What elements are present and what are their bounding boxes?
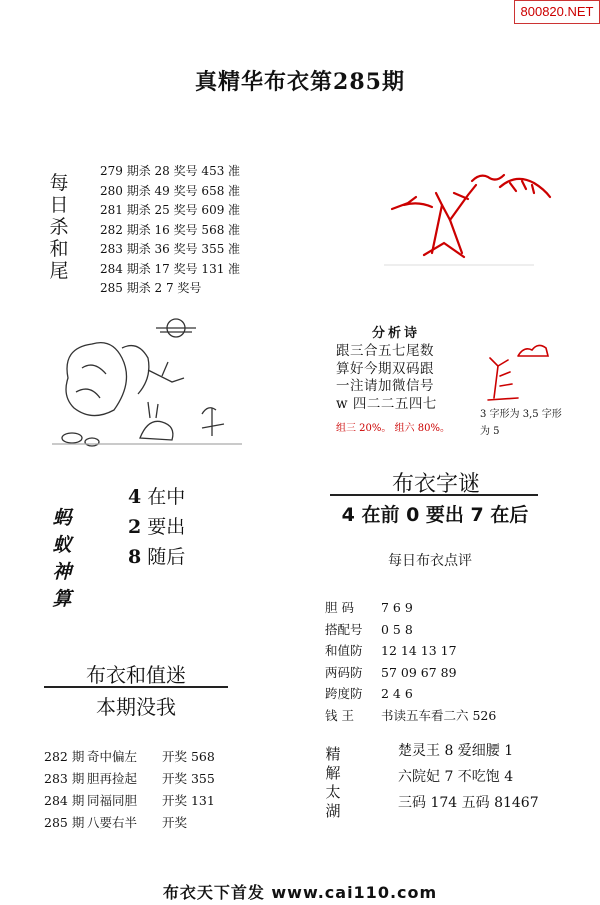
daily-kill-list <box>100 162 240 299</box>
review-label: 跨度防 <box>325 686 363 701</box>
review-label: 钱 王 <box>325 707 354 723</box>
heading-char: 日 <box>49 194 69 216</box>
kill-mark: 准 <box>227 203 240 217</box>
kill-text: 285 期杀 2 7 奖号 <box>100 281 202 295</box>
heading-char: 杀 <box>49 216 69 238</box>
heading-char: 每 <box>49 172 69 194</box>
poem-line: 算好今期双码跟 <box>336 360 434 377</box>
list-item <box>325 597 496 619</box>
kill-mark: 准 <box>227 164 240 178</box>
daily-kill-heading <box>48 172 70 282</box>
heading-char: 蚂 <box>52 507 72 529</box>
result: 开奖 131 <box>162 793 215 808</box>
heading-char: 解 <box>325 764 341 782</box>
hezhi-history <box>44 746 215 834</box>
list-item <box>100 201 240 221</box>
heading-char: 湖 <box>325 802 341 820</box>
list-item <box>128 482 185 512</box>
taihu-heading <box>322 745 344 821</box>
review-value: 57 09 67 89 <box>381 664 457 680</box>
list-item <box>325 662 496 684</box>
daily-review-title: 每日布衣点评 <box>388 553 472 569</box>
poem-line: w 四二二五四七 <box>336 395 437 412</box>
list-item <box>44 768 215 790</box>
ant-num: 8 <box>128 546 142 568</box>
review-label: 胆 码 <box>325 600 354 615</box>
result: 开奖 568 <box>162 749 215 764</box>
result: 开奖 <box>162 815 188 830</box>
list-item <box>128 512 185 542</box>
kill-text: 283 期杀 36 奖号 355 <box>100 242 225 256</box>
issue: 285 期 <box>44 815 85 830</box>
ant-text: 在中 <box>147 486 186 508</box>
shape-note: 3 字形为 3,5 字形为 5 <box>480 409 562 437</box>
page-title: 真精华布衣第285期 <box>195 69 405 95</box>
heading-char: 精 <box>325 745 341 763</box>
ant-text: 随后 <box>147 546 186 568</box>
list-item: 楚灵王 8 爱细腰 1 <box>398 743 514 759</box>
riddle-text: 奇中偏左 <box>87 749 138 764</box>
poem-title: 分析诗 <box>371 326 420 341</box>
ant-num: 4 <box>128 486 142 508</box>
list-item <box>44 746 215 768</box>
list-item <box>44 790 215 812</box>
list-item <box>44 812 215 834</box>
riddle-text: 胆再捡起 <box>87 771 138 786</box>
review-label: 和值防 <box>325 643 363 658</box>
kill-text: 281 期杀 25 奖号 609 <box>100 203 225 217</box>
review-value: 0 5 8 <box>381 621 413 637</box>
list-item: 三码 174 五码 81467 <box>398 795 539 811</box>
review-label: 搭配号 <box>325 621 363 637</box>
red-shape-sketch <box>478 336 558 406</box>
poem-line: 一注请加微信号 <box>336 378 434 394</box>
hezhi-title: 布衣和值迷 <box>86 663 186 687</box>
riddle-text: 八要右半 <box>87 815 138 830</box>
list-item <box>100 260 240 280</box>
list-item <box>325 683 496 705</box>
rabbit-landscape-sketch <box>52 318 242 450</box>
poem-line: 跟三合五七尾数 <box>336 343 434 359</box>
kill-mark: 准 <box>227 261 240 276</box>
daily-review-list <box>325 597 496 726</box>
review-label: 两码防 <box>325 664 363 680</box>
kill-text: 284 期杀 17 奖号 131 <box>100 261 225 276</box>
issue: 284 期 <box>44 793 85 808</box>
heading-char: 神 <box>52 561 72 583</box>
list-item: 六院妃 7 不吃饱 4 <box>398 769 514 785</box>
site-badge[interactable]: 800820.NET <box>514 0 600 24</box>
heading-char: 算 <box>52 588 72 610</box>
list-item <box>325 640 496 662</box>
list-item <box>100 240 240 260</box>
list-item <box>325 705 496 727</box>
list-item <box>128 542 185 572</box>
list-item <box>325 619 496 641</box>
taihu-list <box>398 738 539 816</box>
ant-text: 要出 <box>147 516 186 538</box>
hezhi-answer: 本期没我 <box>96 695 176 719</box>
heading-char: 太 <box>325 783 341 801</box>
review-value: 书读五车看二六 526 <box>381 707 497 723</box>
heading-char: 蚁 <box>52 534 72 556</box>
ant-num: 2 <box>128 516 142 538</box>
red-tree-sketch <box>384 165 564 275</box>
kill-text: 282 期杀 16 奖号 568 <box>100 222 225 237</box>
footer-site: 布衣天下首发 www.cai110.com <box>162 883 438 902</box>
review-value: 12 14 13 17 <box>381 643 457 658</box>
kill-mark: 准 <box>227 222 240 237</box>
analysis-poem <box>336 322 456 434</box>
result: 开奖 355 <box>162 771 215 786</box>
kill-mark: 准 <box>227 242 240 256</box>
list-item <box>100 162 240 182</box>
divider <box>44 686 228 688</box>
list-item <box>100 279 240 299</box>
kill-text: 280 期杀 49 奖号 658 <box>100 183 225 198</box>
divider <box>330 494 538 496</box>
heading-char: 尾 <box>49 260 69 282</box>
review-value: 7 6 9 <box>381 600 413 615</box>
kill-text: 279 期杀 28 奖号 453 <box>100 164 225 178</box>
ant-heading <box>50 505 74 613</box>
list-item <box>100 221 240 241</box>
heading-char: 和 <box>49 238 69 260</box>
riddle-text: 同福同胆 <box>87 793 138 808</box>
ant-list <box>128 482 185 572</box>
kill-mark: 准 <box>227 183 240 198</box>
riddle-title: 布衣字谜 <box>391 472 480 497</box>
issue: 283 期 <box>44 771 85 786</box>
poem-percent-note: 组三 20%。 组六 80%。 <box>336 423 450 434</box>
list-item <box>100 182 240 202</box>
review-value: 2 4 6 <box>381 686 413 701</box>
issue: 282 期 <box>44 749 85 764</box>
riddle-answer: 4 在前 0 要出 7 在后 <box>341 504 529 526</box>
